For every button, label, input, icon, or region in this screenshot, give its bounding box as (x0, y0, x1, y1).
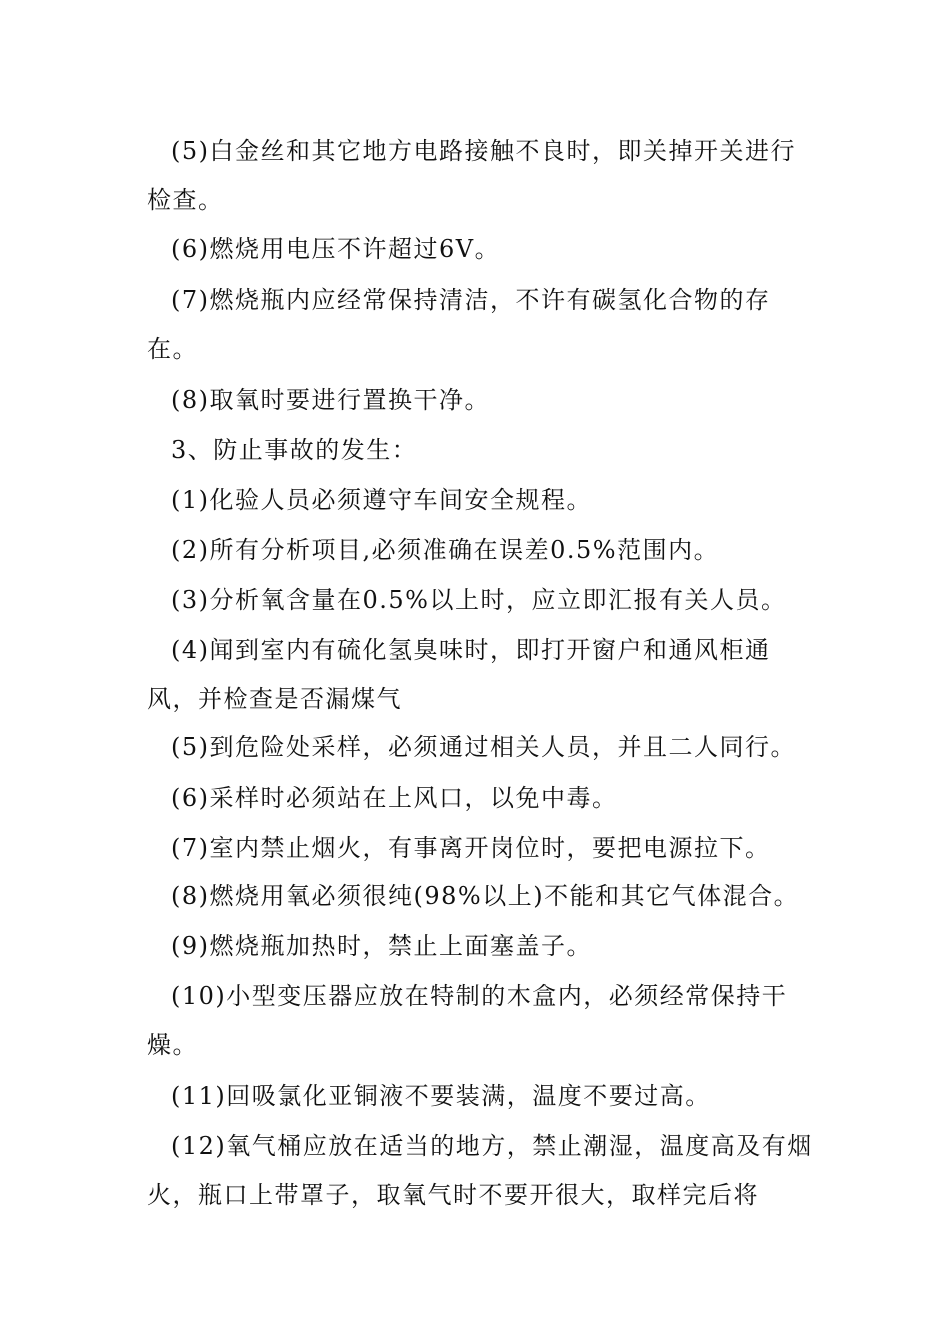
paragraph-item-1-safety-rules: (1)化验人员必须遵守车间安全规程。 (171, 486, 592, 514)
paragraph-item-5-platinum-wire: (5)白金丝和其它地方电路接触不良时，即关掉开关进行检查。 (147, 137, 796, 214)
section-heading-accident-prevention: 3、防止事故的发生： (171, 436, 418, 464)
paragraph-item-8-pure-oxygen: (8)燃烧用氧必须很纯(98%以上)不能和其它气体混合。 (171, 882, 800, 910)
paragraph-item-2-accuracy: (2)所有分析项目,必须准确在误差0.5%范围内。 (171, 536, 720, 564)
paragraph-item-11-cuprous-chloride: (11)回吸氯化亚铜液不要装满，温度不要过高。 (171, 1082, 711, 1110)
paragraph-item-3-oxygen-content: (3)分析氧含量在0.5%以上时，应立即汇报有关人员。 (171, 586, 787, 614)
paragraph-item-10-transformer: (10)小型变压器应放在特制的木盒内，必须经常保持干燥。 (147, 982, 788, 1059)
paragraph-item-5-sampling-danger: (5)到危险处采样，必须通过相关人员，并且二人同行。 (171, 733, 796, 761)
paragraph-item-7-combustion-bottle: (7)燃烧瓶内应经常保持清洁，不许有碳氢化合物的存在。 (147, 286, 771, 363)
paragraph-item-6-voltage: (6)燃烧用电压不许超过6V。 (171, 235, 501, 263)
paragraph-item-8-oxygen-replacement: (8)取氧时要进行置换干净。 (171, 386, 490, 414)
paragraph-item-4-hydrogen-sulfide: (4)闻到室内有硫化氢臭味时，即打开窗户和通风柜通风，并检查是否漏煤气 (147, 636, 771, 713)
paragraph-item-6-windward: (6)采样时必须站在上风口，以免中毒。 (171, 784, 618, 812)
paragraph-item-12-oxygen-barrel: (12)氧气桶应放在适当的地方，禁止潮湿，温度高及有烟火，瓶口上带罩子，取氧气时不要开很大，取样完后将 (147, 1132, 813, 1209)
paragraph-item-7-no-fire: (7)室内禁止烟火，有事离开岗位时，要把电源拉下。 (171, 834, 771, 862)
paragraph-item-9-heating-bottle: (9)燃烧瓶加热时，禁止上面塞盖子。 (171, 932, 592, 960)
